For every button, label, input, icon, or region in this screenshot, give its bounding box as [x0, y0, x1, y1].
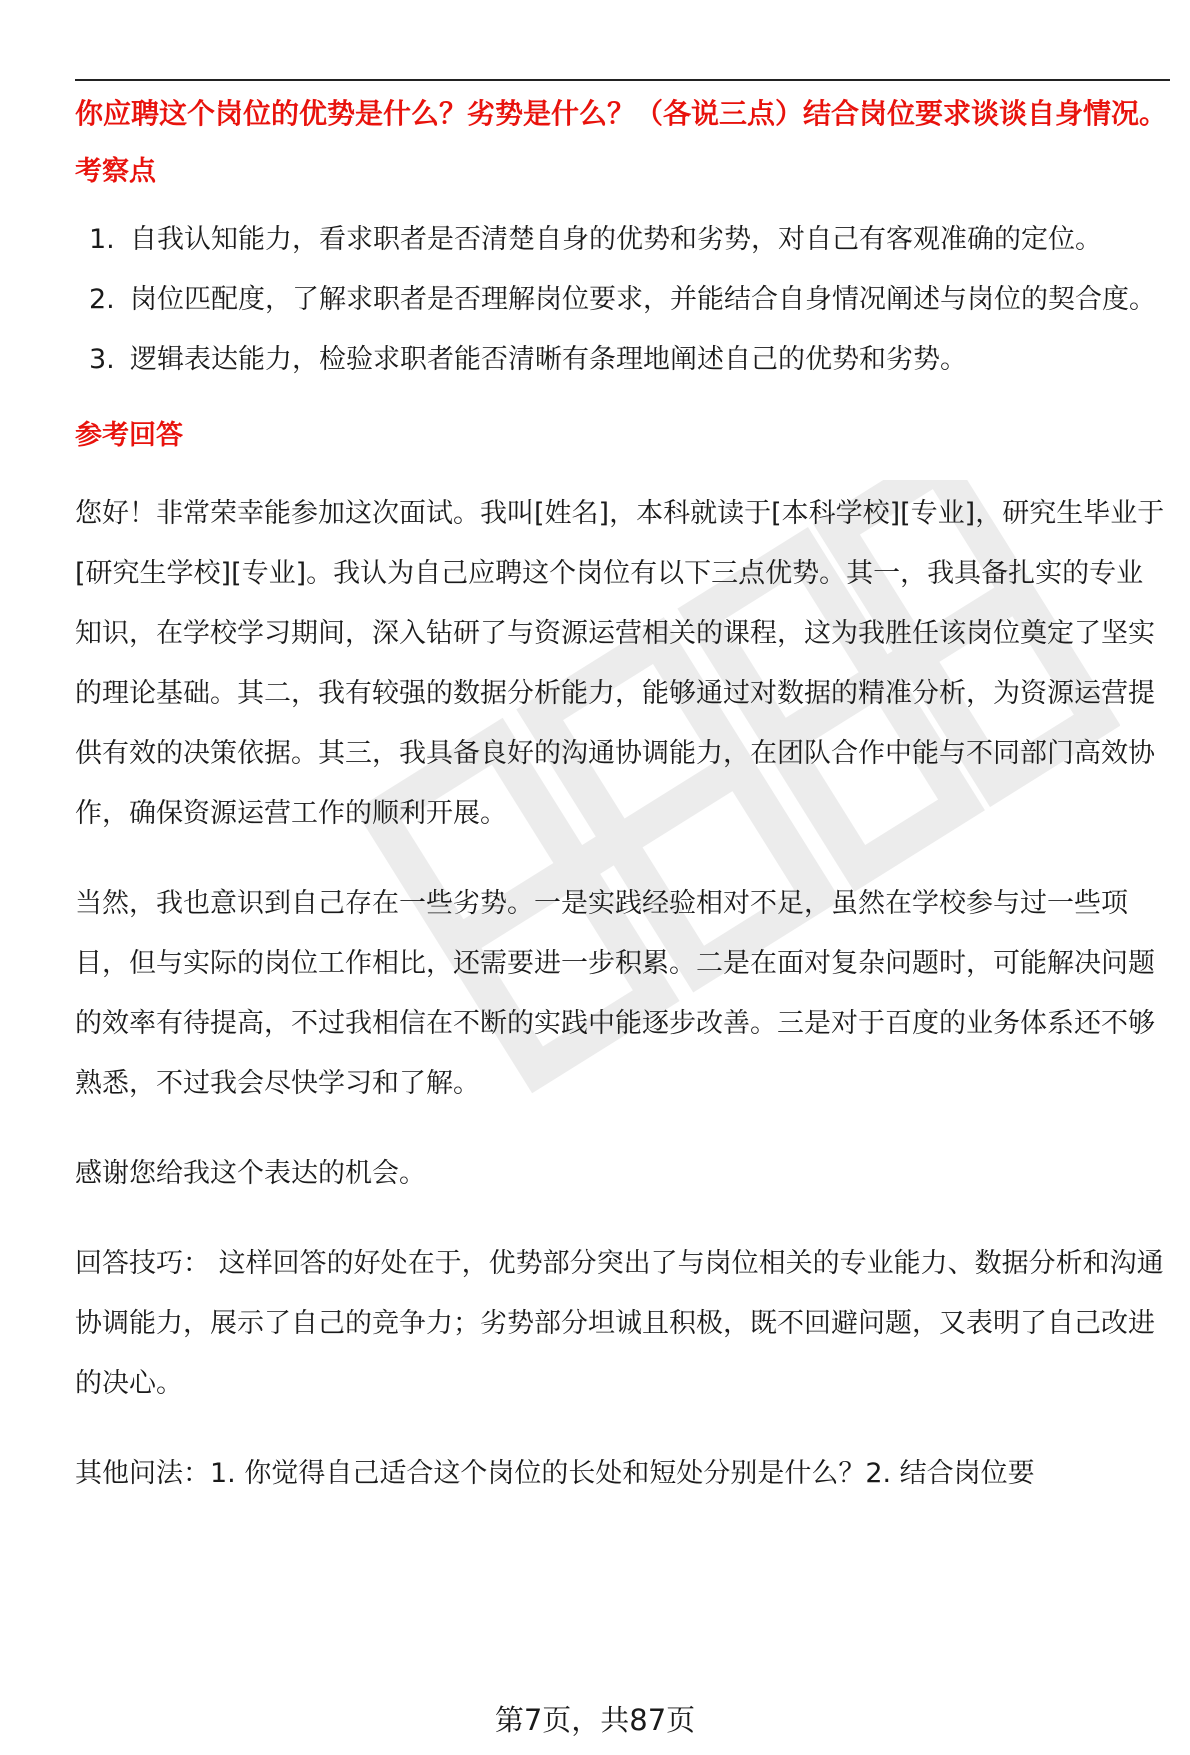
- list-item-number: 2.: [89, 284, 115, 315]
- answer-heading: 参考回答: [75, 420, 183, 451]
- question-title: 你应聘这个岗位的优势是什么？劣势是什么？（各说三点）结合岗位要求谈谈自身情况。: [75, 97, 1168, 130]
- top-rule: [75, 79, 1170, 81]
- list-item: [75, 270, 1170, 330]
- list-item-text: 岗位匹配度，了解求职者是否理解岗位要求，并能结合自身情况阐述与岗位的契合度。: [130, 284, 1156, 315]
- list-item-number: 3.: [89, 344, 115, 375]
- points-heading: 考察点: [75, 156, 156, 187]
- answer-paragraph: 感谢您给我这个表达的机会。: [75, 1158, 426, 1189]
- tips-paragraph: 回答技巧： 这样回答的好处在于，优势部分突出了与岗位相关的专业能力、数据分析和沟通协调能力，展示了自己的竞争力；劣势部分坦诚且积极，既不回避问题，又表明了自己改进的决心。: [75, 1248, 1164, 1399]
- answer-paragraph: 您好！非常荣幸能参加这次面试。我叫[姓名]，本科就读于[本科学校][专业]，研究生毕业于[研究生学校][专业]。我认为自己应聘这个岗位有以下三点优势。其一，我具备扎实的专业知识，在学校学习期间，深入钻研了与资源运营相关的课程，这为我胜任该岗位奠定了坚实的理论基础。其二，我有较强的数据分析能力，能够通过对数据的精准分析，为资源运营提供有效的决策依据。其三，我具备良好的沟通协调能力，在团队合作中能与不同部门高效协作，确保资源运营工作的顺利开展。: [75, 498, 1165, 829]
- list-item: [75, 210, 1170, 270]
- list-item: [75, 330, 1170, 390]
- list-item-number: 1.: [89, 224, 115, 255]
- page-number: 第7页，共87页: [494, 1703, 696, 1737]
- document-content: [75, 96, 1170, 1504]
- answer-paragraph: 当然，我也意识到自己存在一些劣势。一是实践经验相对不足，虽然在学校参与过一些项目，但与实际的岗位工作相比，还需要进一步积累。二是在面对复杂问题时，可能解决问题的效率有待提高，不过我相信在不断的实践中能逐步改善。三是对于百度的业务体系还不够熟悉，不过我会尽快学习和了解。: [75, 888, 1155, 1099]
- list-item-text: 逻辑表达能力，检验求职者能否清晰有条理地阐述自己的优势和劣势。: [130, 344, 967, 375]
- list-item-text: 自我认知能力，看求职者是否清楚自身的优势和劣势，对自己有客观准确的定位。: [130, 224, 1102, 255]
- points-list: [75, 210, 1170, 390]
- other-questions-paragraph: 其他问法：1. 你觉得自己适合这个岗位的长处和短处分别是什么？2. 结合岗位要: [75, 1458, 1035, 1489]
